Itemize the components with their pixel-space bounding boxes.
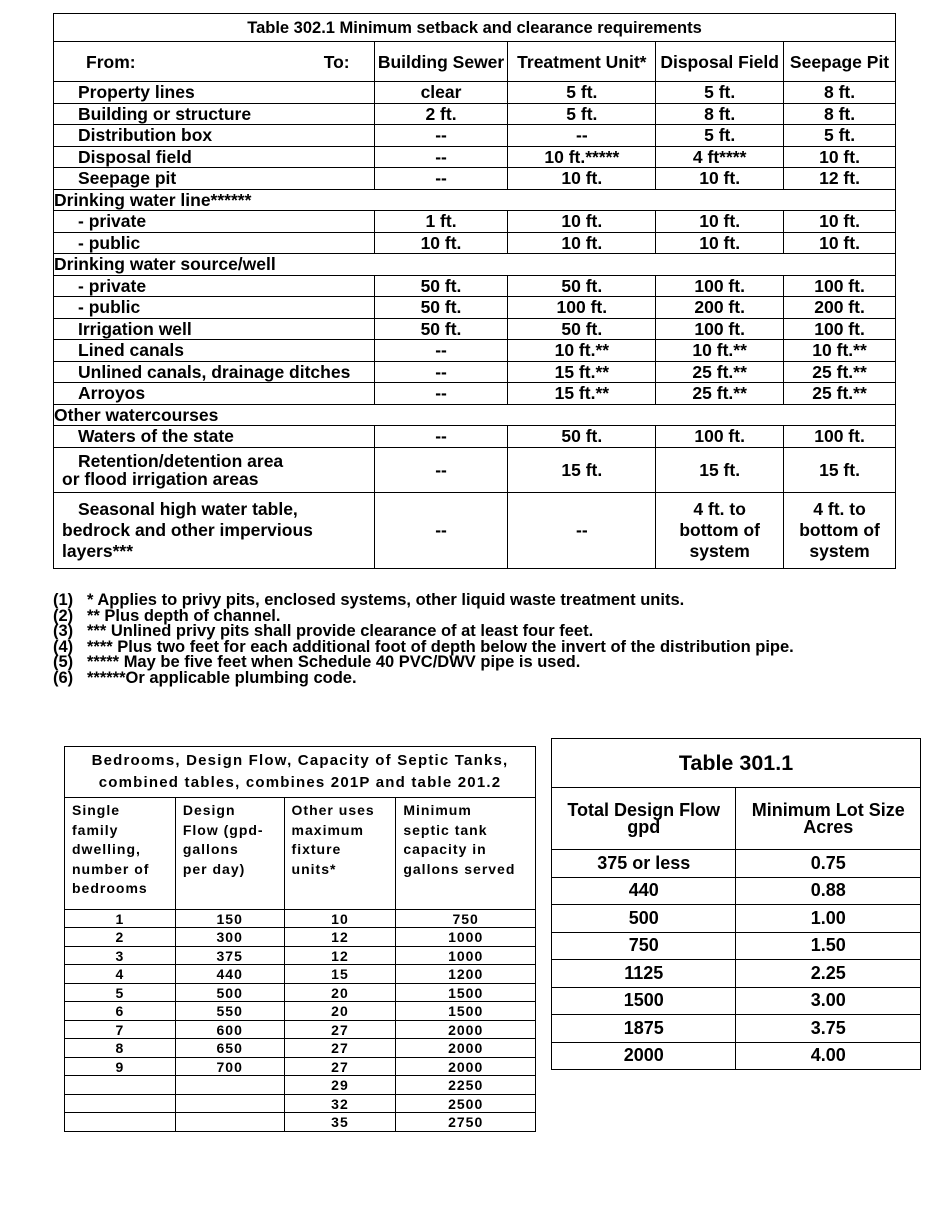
cell: --: [508, 492, 656, 568]
table-row: [54, 103, 896, 125]
cell: --: [374, 146, 508, 168]
cell: 20: [284, 983, 396, 1002]
cell: 10 ft.: [656, 211, 784, 233]
cell: 100 ft.: [508, 297, 656, 319]
header-line: number of: [72, 860, 150, 877]
table-row: [54, 426, 896, 448]
row-label: [54, 447, 375, 492]
table-row: [65, 1113, 536, 1132]
cell: 25 ft.**: [784, 383, 896, 405]
cell: 10 ft.: [508, 211, 656, 233]
cell: 10 ft.**: [656, 340, 784, 362]
cell: 1500: [396, 983, 536, 1002]
table-row: [552, 905, 921, 933]
cell: [65, 1076, 176, 1095]
header-line: Acres: [803, 816, 854, 837]
cell: 32: [284, 1094, 396, 1113]
cell: 5: [65, 983, 176, 1002]
cell: 10 ft.: [508, 232, 656, 254]
row-label: Disposal field: [54, 146, 375, 168]
cell: 2: [65, 928, 176, 947]
row-label: [54, 492, 375, 568]
cell: 10 ft.: [784, 211, 896, 233]
footnote-number: (2): [53, 606, 74, 625]
cell: 650: [175, 1039, 284, 1058]
group-filler: [374, 404, 895, 426]
header-line: Minimum Lot Size: [751, 799, 905, 820]
header-seepage-pit: Seepage Pit: [784, 42, 896, 82]
cell: 4 ft****: [656, 146, 784, 168]
footnote-number: (1): [53, 591, 74, 609]
cell: 1500: [552, 987, 736, 1015]
header-minimum-lot-size: [736, 788, 921, 850]
footnote-text: ******Or applicable plumbing code.: [87, 668, 357, 687]
retention-line1: Retention/detention area: [78, 450, 284, 471]
cell: 1.50: [736, 932, 921, 960]
cell: 150: [175, 909, 284, 928]
cell: 2.25: [736, 960, 921, 988]
group-label: Other watercourses: [54, 404, 375, 426]
table-row: [552, 987, 921, 1015]
cell: 500: [175, 983, 284, 1002]
cell: 1200: [396, 965, 536, 984]
cell: 10 ft.: [656, 168, 784, 190]
cell: 10 ft.: [656, 232, 784, 254]
cell-line: system: [689, 540, 750, 561]
header-line: Other uses: [291, 802, 375, 818]
cell: 3: [65, 946, 176, 965]
seasonal-line3: layers***: [62, 540, 134, 561]
table-row: [65, 1020, 536, 1039]
cell-line: 4 ft. to: [693, 498, 746, 519]
cell: 100 ft.: [784, 318, 896, 340]
header-line: family: [72, 821, 119, 838]
table-row: [65, 909, 536, 928]
cell: 2000: [396, 1057, 536, 1076]
header-line: Total Design Flow: [567, 799, 721, 820]
header-line: septic tank: [403, 821, 488, 838]
cell: 100 ft.: [656, 318, 784, 340]
group-label: Drinking water source/well: [54, 254, 375, 276]
cell: 50 ft.: [508, 426, 656, 448]
cell: 10 ft.**: [508, 340, 656, 362]
cell: 440: [175, 965, 284, 984]
cell: 600: [175, 1020, 284, 1039]
cell: 5 ft.: [656, 125, 784, 147]
cell: --: [374, 168, 508, 190]
cell: 15 ft.: [508, 447, 656, 492]
cell: 50 ft.: [508, 318, 656, 340]
cell: [175, 1094, 284, 1113]
header-line: capacity in: [403, 841, 487, 858]
cell: 100 ft.: [784, 426, 896, 448]
row-label: Waters of the state: [54, 426, 375, 448]
cell: 3.75: [736, 1015, 921, 1043]
footnotes: [53, 593, 794, 686]
cell: 35: [284, 1113, 396, 1132]
footnote-number: (5): [53, 653, 74, 671]
row-label: Distribution box: [54, 125, 375, 147]
cell: 27: [284, 1039, 396, 1058]
table-row: [54, 404, 896, 426]
header-treatment-unit: Treatment Unit*: [508, 42, 656, 82]
cell: 550: [175, 1002, 284, 1021]
cell-line: bottom of: [679, 519, 760, 540]
bedrooms-design-flow-table: [64, 746, 536, 1132]
cell: 10 ft.: [784, 146, 896, 168]
table-row: [552, 932, 921, 960]
header-line: per day): [182, 860, 246, 877]
cell: 750: [552, 932, 736, 960]
group-label: Drinking water line******: [54, 189, 375, 211]
seasonal-line2: bedrock and other impervious: [62, 519, 313, 540]
table-row: [54, 125, 896, 147]
cell: 440: [552, 877, 736, 905]
header-line: gallons served: [403, 860, 516, 877]
cell: 20: [284, 1002, 396, 1021]
cell: 200 ft.: [656, 297, 784, 319]
footnote: [53, 668, 794, 687]
table-row: [65, 1094, 536, 1113]
cell: 200 ft.: [784, 297, 896, 319]
title-line: combined tables, combines 201P and table 201.2: [98, 774, 502, 791]
row-label: - private: [54, 211, 375, 233]
table-row: [65, 1057, 536, 1076]
header-line: gallons: [182, 841, 239, 858]
table-row: [65, 928, 536, 947]
cell: 1.00: [736, 905, 921, 933]
cell: 50 ft.: [374, 318, 508, 340]
cell: 1: [65, 909, 176, 928]
cell: clear: [374, 82, 508, 104]
table-row: [552, 850, 921, 878]
cell: 50 ft.: [374, 275, 508, 297]
cell: --: [374, 125, 508, 147]
cell: 25 ft.**: [656, 383, 784, 405]
header-line: Single: [72, 802, 121, 818]
cell: 10 ft.: [784, 232, 896, 254]
table-row: [54, 383, 896, 405]
table-row: [552, 960, 921, 988]
table-row: [65, 1039, 536, 1058]
title-line: Bedrooms, Design Flow, Capacity of Septic Tanks,: [91, 752, 509, 769]
cell: 4.00: [736, 1042, 921, 1070]
column-header: [396, 798, 536, 910]
cell: 5 ft.: [656, 82, 784, 104]
table-row: [65, 1076, 536, 1095]
table-row: [54, 189, 896, 211]
from-label: From:: [86, 51, 136, 72]
row-label: - private: [54, 275, 375, 297]
cell: [175, 1113, 284, 1132]
cell: [784, 492, 896, 568]
column-header: [65, 798, 176, 910]
cell: 15 ft.**: [508, 361, 656, 383]
header-total-design-flow: [552, 788, 736, 850]
header-line: Design: [182, 802, 236, 818]
cell: 1500: [396, 1002, 536, 1021]
header-line: units*: [291, 860, 337, 877]
cell: 2250: [396, 1076, 536, 1095]
cell: 0.75: [736, 850, 921, 878]
cell: --: [374, 361, 508, 383]
row-label: - public: [54, 297, 375, 319]
cell: [65, 1094, 176, 1113]
cell: 50 ft.: [374, 297, 508, 319]
table-row: [65, 965, 536, 984]
from-to-header: [54, 42, 375, 82]
setback-rows: [54, 82, 896, 448]
cell: 12: [284, 928, 396, 947]
cell: 2500: [396, 1094, 536, 1113]
footnote-text: * Applies to privy pits, enclosed systems, other liquid waste treatment units.: [87, 591, 685, 609]
cell: [65, 1113, 176, 1132]
cell: 27: [284, 1057, 396, 1076]
cell: 750: [396, 909, 536, 928]
cell: 5 ft.: [784, 125, 896, 147]
table-row: [54, 318, 896, 340]
table-row: [54, 82, 896, 104]
cell: --: [374, 447, 508, 492]
cell: 2000: [552, 1042, 736, 1070]
table-row: [65, 946, 536, 965]
cell: 500: [552, 905, 736, 933]
cell: 2000: [396, 1020, 536, 1039]
cell: 8 ft.: [784, 82, 896, 104]
header-line: maximum: [291, 821, 364, 838]
lot-size-table: [551, 738, 921, 1070]
cell: 1875: [552, 1015, 736, 1043]
row-label: Lined canals: [54, 340, 375, 362]
cell: 375: [175, 946, 284, 965]
header-disposal-field: Disposal Field: [656, 42, 784, 82]
cell: 10 ft.**: [784, 340, 896, 362]
cell: --: [374, 340, 508, 362]
cell: 375 or less: [552, 850, 736, 878]
table-row: [552, 877, 921, 905]
cell: 8 ft.: [656, 103, 784, 125]
row-label: - public: [54, 232, 375, 254]
row-label: Property lines: [54, 82, 375, 104]
group-filler: [374, 254, 895, 276]
table-row: [54, 211, 896, 233]
cell: 1125: [552, 960, 736, 988]
footnote-text: **** Plus two feet for each additional foot of depth below the invert of the distribution pipe.: [87, 637, 794, 656]
footnote-number: (4): [53, 637, 74, 656]
footnote-text: ** Plus depth of channel.: [87, 606, 281, 625]
table-row: [54, 447, 896, 492]
table-title: [65, 747, 536, 798]
table-row: [54, 492, 896, 568]
table-row: [65, 983, 536, 1002]
cell: --: [374, 383, 508, 405]
retention-line2: or flood irrigation areas: [62, 468, 259, 489]
footnote-text: *** Unlined privy pits shall provide clearance of at least four feet.: [87, 622, 594, 640]
cell: --: [508, 125, 656, 147]
table-row: [54, 254, 896, 276]
cell: 100 ft.: [784, 275, 896, 297]
cell: 10 ft.: [374, 232, 508, 254]
cell: 25 ft.**: [784, 361, 896, 383]
cell: 700: [175, 1057, 284, 1076]
cell: 8: [65, 1039, 176, 1058]
header-line: gpd: [627, 816, 661, 837]
cell: 10: [284, 909, 396, 928]
header-building-sewer: Building Sewer: [374, 42, 508, 82]
cell: 0.88: [736, 877, 921, 905]
table-row: [552, 1042, 921, 1070]
bedroom-rows: [65, 909, 536, 1131]
table-row: [54, 275, 896, 297]
cell: 3.00: [736, 987, 921, 1015]
header-line: dwelling,: [72, 841, 141, 858]
cell: 15 ft.: [656, 447, 784, 492]
cell: 12 ft.: [784, 168, 896, 190]
header-line: bedrooms: [72, 880, 148, 897]
cell: 2000: [396, 1039, 536, 1058]
table-row: [54, 361, 896, 383]
cell: 6: [65, 1002, 176, 1021]
header-line: Flow (gpd-: [182, 821, 264, 838]
cell: 29: [284, 1076, 396, 1095]
footnote-text: ***** May be five feet when Schedule 40 PVC/DWV pipe is used.: [87, 653, 581, 671]
cell: 27: [284, 1020, 396, 1039]
cell: 10 ft.: [508, 168, 656, 190]
footnote-number: (6): [53, 668, 74, 687]
cell: 2 ft.: [374, 103, 508, 125]
cell: 100 ft.: [656, 426, 784, 448]
cell: 25 ft.**: [656, 361, 784, 383]
cell: 100 ft.: [656, 275, 784, 297]
cell: 15 ft.**: [508, 383, 656, 405]
cell: 7: [65, 1020, 176, 1039]
row-label: Building or structure: [54, 103, 375, 125]
table-row: [54, 146, 896, 168]
row-label: Seepage pit: [54, 168, 375, 190]
cell: 1 ft.: [374, 211, 508, 233]
table-row: [54, 232, 896, 254]
cell: 15 ft.: [784, 447, 896, 492]
table-row: [552, 1015, 921, 1043]
cell: 2750: [396, 1113, 536, 1132]
table-row: [54, 340, 896, 362]
cell: 9: [65, 1057, 176, 1076]
cell: 1000: [396, 946, 536, 965]
cell: 50 ft.: [508, 275, 656, 297]
cell: 5 ft.: [508, 103, 656, 125]
setback-clearance-table: [53, 13, 896, 569]
footnote-number: (3): [53, 622, 74, 640]
cell: 300: [175, 928, 284, 947]
cell-line: 4 ft. to: [813, 498, 866, 519]
cell: --: [374, 426, 508, 448]
cell: 10 ft.*****: [508, 146, 656, 168]
header-line: Minimum: [403, 802, 472, 818]
cell: 12: [284, 946, 396, 965]
cell-line: bottom of: [799, 519, 880, 540]
header-line: fixture: [291, 841, 342, 858]
cell: 1000: [396, 928, 536, 947]
column-header: [284, 798, 396, 910]
table-row: [54, 168, 896, 190]
table-row: [65, 1002, 536, 1021]
row-label: Arroyos: [54, 383, 375, 405]
row-label: Unlined canals, drainage ditches: [54, 361, 375, 383]
cell: 5 ft.: [508, 82, 656, 104]
lot-size-rows: [552, 850, 921, 1070]
seasonal-line1: Seasonal high water table,: [78, 498, 298, 519]
table-title: Table 301.1: [552, 739, 921, 788]
cell: 15: [284, 965, 396, 984]
header-row: [65, 798, 536, 910]
to-label: To:: [323, 51, 350, 72]
cell: [175, 1076, 284, 1095]
cell-line: system: [809, 540, 870, 561]
column-header: [175, 798, 284, 910]
cell: [656, 492, 784, 568]
group-filler: [374, 189, 895, 211]
cell: --: [374, 492, 508, 568]
cell: 8 ft.: [784, 103, 896, 125]
row-label: Irrigation well: [54, 318, 375, 340]
table-title: Table 302.1 Minimum setback and clearance requirements: [54, 14, 896, 42]
table-row: [54, 297, 896, 319]
cell: 4: [65, 965, 176, 984]
